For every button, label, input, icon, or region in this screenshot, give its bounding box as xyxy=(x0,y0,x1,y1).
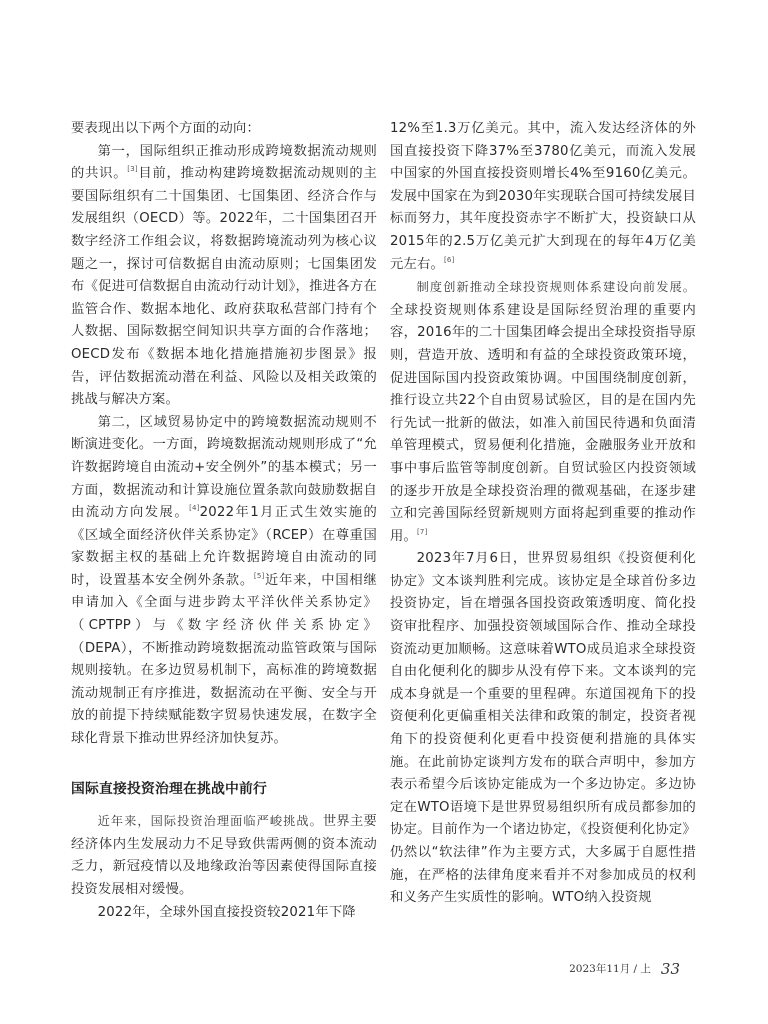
paragraph-wto-agreement: 2023年7月6日，世界贸易组织《投资便利化协定》文本谈判胜利完成。该协定是全球首份多边投资协定，旨在增强各国投资政策透明度、简化投资审批程序、加强投资领域国际合作、推动全球投资流动更加顺畅。这意味着WTO成员追求全球投资自由化便利化的脚步从没有停下来。文本谈判的完成本身就是一个重要的里程碑。东道国视角下的投资便利化更偏重相关法律和政策的制定，投资者视角下的投资便利化更看中投资便利措施的具体实施。在此前协定谈判方发布的联合声明中，参加方表示希望今后该协定能成为一个多边协定。多边协定在WTO语境下是世界贸易组织所有成员都参加的协定。目前作为一个诸边协定，《投资便利化协定》仍然以“软法律”作为主要方式，大多属于自愿性措施，在严格的法律角度来看并不对参加成员的权利和义务产生实质性的影响。WTO纳入投资规 xyxy=(390,551,696,906)
paragraph-fdi-continued: 12%至1.3万亿美元。其中，流入发达经济体的外国直接投资下降37%至3780亿美元，而流入发展中国家的外国直接投资则增长4%至9160亿美元。发展中国家在为到2030年实现联合国可持续发展目标而努力，其年度投资赤字不断扩大，投资缺口从2015年的2.5万亿美元扩大到现在的每年4万亿美元左右。[6] xyxy=(390,121,696,272)
citation-4[interactable]: [4] xyxy=(189,504,200,513)
left-column xyxy=(71,118,377,924)
paragraph-investment-challenges: 近年来，国际投资治理面临严峻挑战。世界主要经济体内生发展动力不足导致供需两侧的资本流动乏力，新冠疫情以及地缘政治等因素使得国际直接投资发展相对缓慢。 xyxy=(71,814,377,897)
citation-3[interactable]: [3] xyxy=(127,165,138,174)
paragraph-intro: 要表现出以下两个方面的动向： xyxy=(71,121,260,136)
citation-6[interactable]: [6] xyxy=(444,255,455,264)
paragraph-first-trend: 第一，国际组织正推动形成跨境数据流动规则的共识。[3]目前，推动构建跨境数据流动规则的主要国际组织有二十国集团、七国集团、经济合作与发展组织（OECD）等。2022年，二十国集团召开数字经济工作组会议，将数据跨境流动列为核心议题之一，探讨可信数据自由流动原则；七国集团发布《促进可信数据自由流动行动计划》，推进各方在监管合作、数据本地化、政府获取私营部门持有个人数据、国际数据空间知识共享方面的合作落地；OECD发布《数据本地化措施措施初步图景》报告，评估数据流动潜在利益、风险以及相关政策的挑战与解决方案。 xyxy=(71,143,377,408)
lead-sentence: 近年来，国际投资治理面临严峻挑战。 xyxy=(97,814,323,829)
citation-7[interactable]: [7] xyxy=(417,527,428,536)
paragraph-fdi-2022: 2022年，全球外国直接投资较2021年下降 xyxy=(97,904,356,920)
page-footer xyxy=(569,958,680,978)
paragraph-rule-system: 制度创新推动全球投资规则体系建设向前发展。全球投资规则体系建设是国际经贸治理的重要内容，2016年的二十国集团峰会提出全球投资指导原则，营造开放、透明和有益的全球投资政策环境，促进国际国内投资政策协调。中国围绕制度创新，推行设立共22个自由贸易试验区，目的是在国内先行先试一批新的做法，如准入前国民待遇和负面清单管理模式，贸易便利化措施，金融服务业开放和事中事后监管等制度创新。自贸试验区内投资领域的逐步开放是全球投资治理的微观基础，在逐步建立和完善国际经贸新规则方面将起到重要的推动作用。[7] xyxy=(390,280,696,544)
issue-date: 2023年11月 / 上 xyxy=(569,963,651,975)
spacer xyxy=(71,800,377,810)
spacer xyxy=(71,751,377,778)
citation-5[interactable]: [5] xyxy=(253,571,265,580)
section-heading: 国际直接投资治理在挑战中前行 xyxy=(71,780,267,797)
lead-sentence: 制度创新推动全球投资规则体系建设向前发展。 xyxy=(416,280,696,295)
right-column xyxy=(390,118,696,910)
paragraph-second-trend: 第二，区域贸易协定中的跨境数据流动规则不断演进变化。一方面，跨境数据流动规则形成了“允许数据跨境自由流动+安全例外”的基本模式；另一方面，数据流动和计算设施位置条款向鼓励数据自由流动方向发展。[4]2022年1月正式生效实施的《区域全面经济伙伴关系协定》（RCEP）在尊重国家数据主权的基础上允许数据跨境自由流动的同时，设置基本安全例外条款。[5]近年来，中国相继申请加入《全面与进步跨太平洋伙伴关系协定》（CPTPP）与《数字经济伙伴关系协定》（DEPA），不断推动跨境数据流动监管政策与国际规则接轨。在多边贸易机制下，高标准的跨境数据流动规制正有序推进，数据流动在平衡、安全与开放的前提下持续赋能数字贸易快速发展，在数字全球化背景下推动世界经济加快复苏。 xyxy=(71,414,377,747)
page-number: 33 xyxy=(660,959,680,978)
